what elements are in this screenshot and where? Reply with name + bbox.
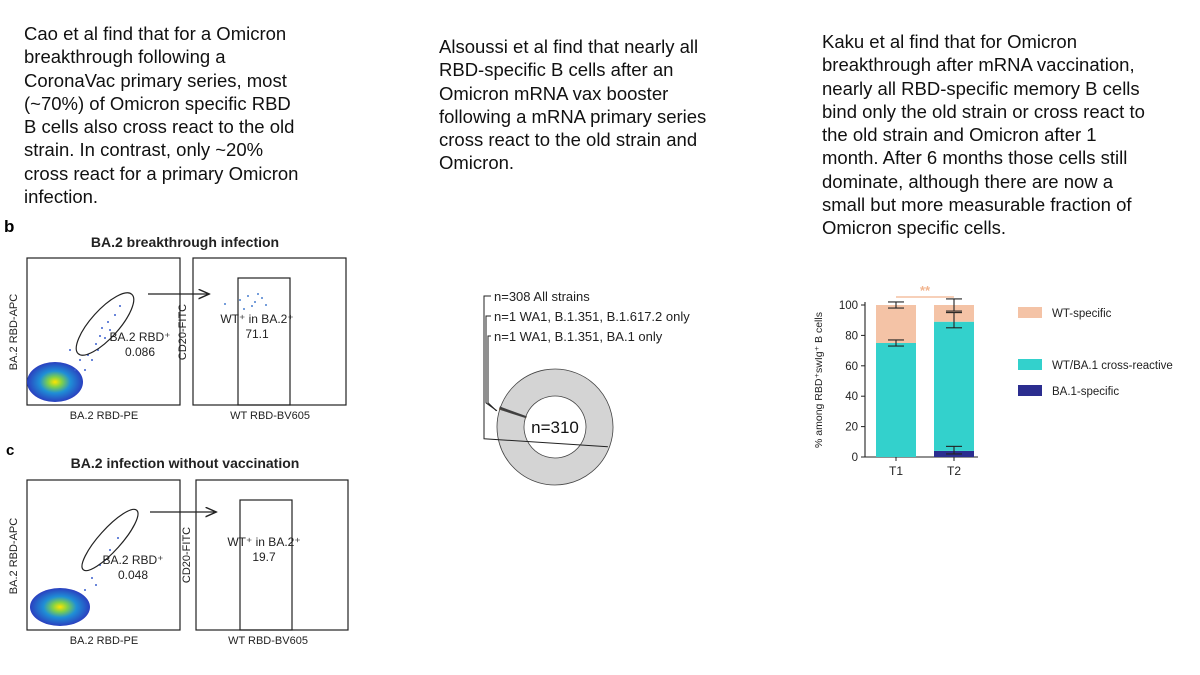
- legend-swatch-2: [1018, 385, 1042, 396]
- bar-T2-wt-ba-1-cross-reactive: [934, 322, 974, 451]
- significance-stars: **: [919, 283, 931, 298]
- panel-c: [6, 442, 348, 647]
- donut-label-0: n=308 All strains: [494, 289, 590, 304]
- panel-b-right-value: 71.1: [245, 327, 269, 341]
- bar-legend: [1018, 307, 1173, 398]
- panel-b-right-gate: [238, 278, 290, 405]
- legend-swatch-1: [1018, 359, 1042, 370]
- bar-y-tick-label: 80: [845, 330, 858, 343]
- panel-b-right-dots: [224, 293, 267, 310]
- panel-b-right-plot-frame: [193, 258, 346, 405]
- panel-c-right-value: 19.7: [252, 550, 276, 564]
- panel-c-right-y-label: CD20-FITC: [181, 526, 193, 584]
- panel-c-gate-value: 0.048: [117, 568, 149, 582]
- bar-T1-wt-specific: [876, 305, 916, 343]
- panel-b-gate-label: BA.2 RBD⁺: [109, 330, 171, 344]
- panel-b-right-x-label: WT RBD-BV605: [230, 410, 310, 422]
- bar-y-tick-label: 60: [845, 360, 858, 373]
- donut-leader-2: [488, 336, 496, 411]
- panel-c-left-x-label: BA.2 RBD-PE: [69, 635, 139, 647]
- stacked-bar-chart: [800, 280, 1190, 490]
- panel-letter-c: c: [6, 442, 15, 459]
- bar-y-tick-label: 0: [851, 452, 858, 464]
- panel-c-right-x-label: WT RBD-BV605: [228, 635, 308, 647]
- legend-swatch-0: [1018, 307, 1042, 318]
- panel-c-left-y-label: BA.2 RBD-APC: [8, 517, 20, 595]
- panel-letter-b: b: [4, 217, 15, 236]
- panel-b-left-x-label: BA.2 RBD-PE: [69, 410, 139, 422]
- donut-label-1: n=1 WA1, B.1.351, B.1.617.2 only: [494, 309, 690, 324]
- alsoussi-paragraph: Alsoussi et al find that nearly all RBD-specific B cells after an Omicron mRNA vax booster following a mRNA primary series cross react to the old strain and Omicron.: [439, 36, 707, 174]
- donut-center-label: n=310: [531, 418, 579, 437]
- significance-bracket: [896, 283, 954, 298]
- cao-paragraph: Cao et al find that for a Omicron breakthrough following a CoronaVac primary series, most (~70%) of Omicron specific RBD B cells also cross react to the old strain. In contrast, only ~20% cross react for a primary Omicron infection.: [24, 23, 299, 208]
- flow-cytometry-figure: [0, 210, 360, 670]
- panel-b-right-label: WT⁺ in BA.2⁺: [220, 312, 294, 326]
- kaku-paragraph: Kaku et al find that for Omicron breakthrough after mRNA vaccination, nearly all RBD-specific memory B cells bind only the old strain or cross react to the old strain and Omicron after 1 month. After 6 months those cells still dominate, although there are now a small but more measurable fraction of Omicron specific cells.: [822, 31, 1145, 239]
- panel-c-right-gate: [240, 500, 292, 630]
- bar-x-tick-label-T2: T2: [946, 464, 962, 478]
- bar-x-tick-label-T1: T1: [888, 464, 904, 478]
- panel-c-density-cloud: [30, 588, 90, 626]
- bar-T1-wt-ba-1-cross-reactive: [876, 343, 916, 457]
- legend-label-0: WT-specific: [1052, 308, 1112, 320]
- bar-y-tick-label: 100: [838, 300, 858, 312]
- panel-c-right-label: WT⁺ in BA.2⁺: [227, 535, 301, 549]
- panel-c-gate-label: BA.2 RBD⁺: [102, 553, 164, 567]
- panel-b: [4, 217, 346, 422]
- panel-b-density-cloud: [27, 362, 83, 402]
- donut-label-2: n=1 WA1, B.1.351, BA.1 only: [494, 329, 663, 344]
- panel-b-gate-value: 0.086: [124, 345, 156, 359]
- legend-label-1: WT/BA.1 cross-reactive: [1052, 360, 1173, 372]
- panel-b-left-y-label: BA.2 RBD-APC: [8, 293, 20, 371]
- bar-y-tick-label: 40: [845, 391, 858, 404]
- bar-y-tick-label: 20: [845, 421, 858, 434]
- panel-b-title: BA.2 breakthrough infection: [90, 234, 280, 250]
- panel-c-title: BA.2 infection without vaccination: [70, 455, 300, 471]
- bar-y-axis-label: % among RBD⁺swIg⁺ B cells: [813, 312, 825, 448]
- panel-b-right-y-label: CD20-FITC: [177, 303, 189, 361]
- donut-chart: [470, 280, 750, 500]
- legend-label-2: BA.1-specific: [1052, 386, 1120, 398]
